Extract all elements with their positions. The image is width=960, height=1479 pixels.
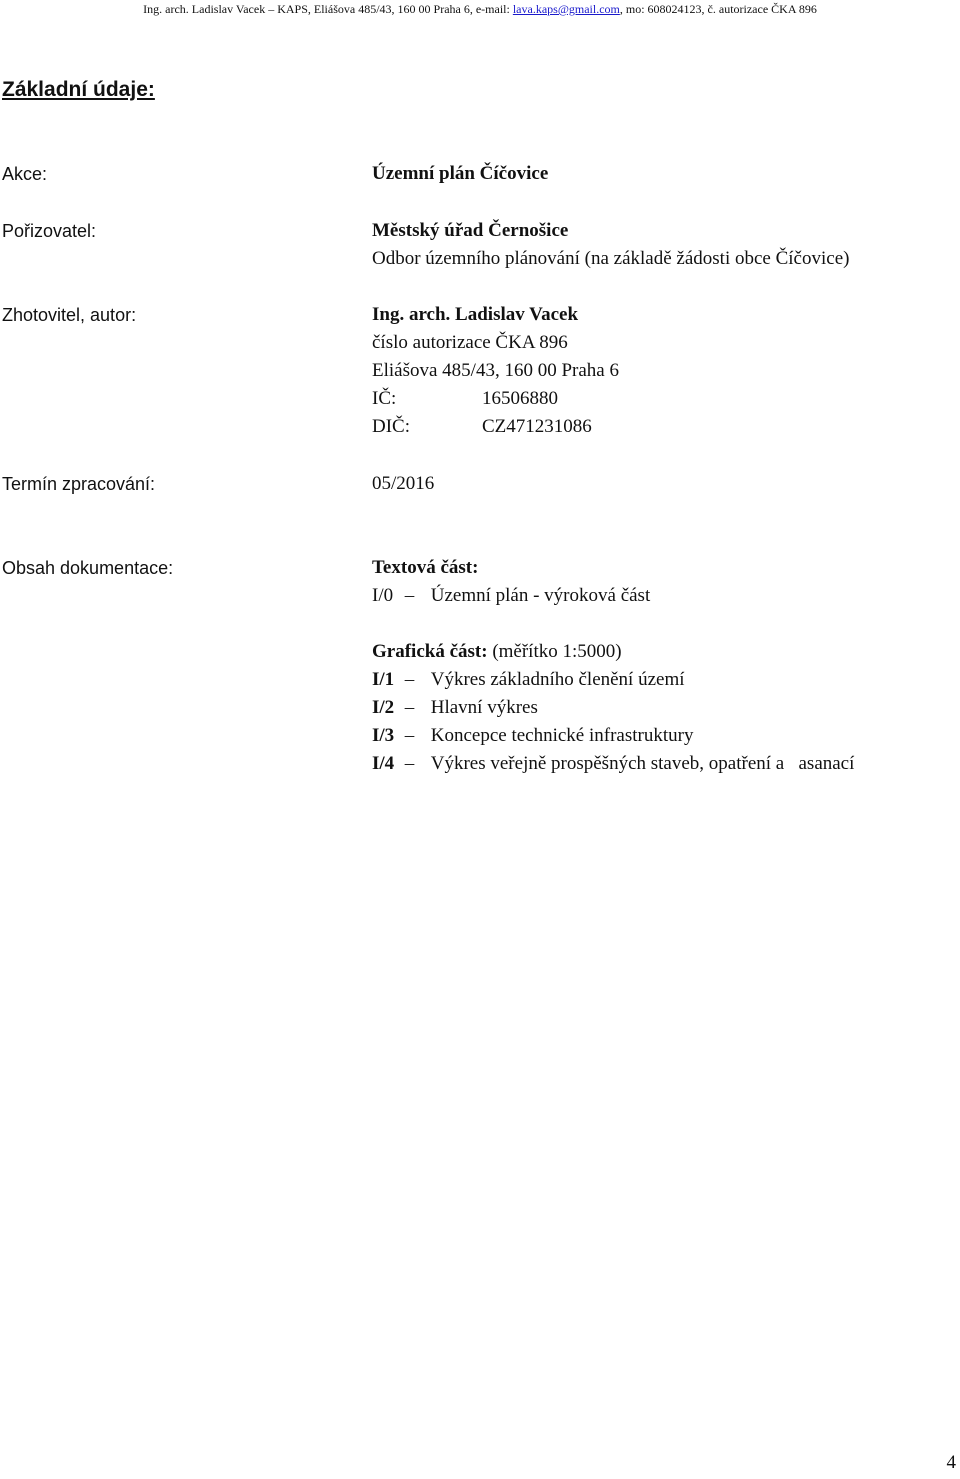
zhotovitel-autorizace: číslo autorizace ČKA 896 (372, 332, 568, 353)
porizovatel-name: Městský úřad Černošice (372, 220, 569, 241)
graficka-heading-line (372, 640, 622, 664)
item-code: I/0 (372, 585, 394, 606)
zhotovitel-ic (372, 387, 558, 411)
item-text: Výkres základního členění území (430, 669, 685, 690)
item-text: Územní plán - výroková část (430, 585, 651, 606)
ic-value: 16506880 (482, 388, 558, 409)
item-dash: – (404, 697, 415, 718)
page-number: 4 (946, 1452, 956, 1473)
zhotovitel-address: Eliášova 485/43, 160 00 Praha 6 (372, 360, 619, 381)
item-dash: – (404, 725, 415, 746)
item-text: Koncepce technické infrastruktury (430, 725, 694, 746)
porizovatel-detail: Odbor územního plánování (na základě žádosti obce Číčovice) (372, 248, 850, 269)
graficka-item (372, 724, 693, 748)
item-text: Výkres veřejně prospěšných staveb, opatření a asanací (430, 753, 855, 774)
header-text: Ing. arch. Ladislav Vacek – KAPS, Eliášova 485/43, 160 00 Praha 6, e-mail: (143, 2, 513, 16)
textova-item (372, 584, 650, 608)
item-dash: – (404, 753, 415, 774)
item-code: I/3 (372, 725, 395, 746)
section-title: Základní údaje: (2, 78, 155, 101)
graficka-scale: (měřítko 1:5000) (492, 641, 622, 662)
graficka-item (372, 752, 854, 776)
item-code: I/1 (372, 669, 395, 690)
termin-label: Termín zpracování: (2, 474, 156, 494)
akce-label: Akce: (2, 164, 48, 184)
graficka-heading: Grafická část: (372, 641, 488, 662)
ic-label: IČ: (372, 388, 397, 409)
page-header (0, 2, 960, 16)
item-dash: – (404, 585, 415, 606)
textova-heading: Textová část: (372, 557, 479, 578)
item-code: I/4 (372, 753, 395, 774)
graficka-item (372, 696, 538, 720)
zhotovitel-label: Zhotovitel, autor: (2, 305, 137, 325)
graficka-item (372, 668, 685, 692)
dic-value: CZ471231086 (482, 416, 592, 437)
zhotovitel-dic (372, 415, 592, 439)
termin-value: 05/2016 (372, 473, 435, 494)
obsah-label: Obsah dokumentace: (2, 558, 174, 578)
zhotovitel-name: Ing. arch. Ladislav Vacek (372, 304, 579, 325)
dic-label: DIČ: (372, 416, 410, 437)
item-code: I/2 (372, 697, 395, 718)
header-contact: , mo: 608024123, č. autorizace ČKA 896 (619, 2, 817, 16)
item-dash: – (404, 669, 415, 690)
porizovatel-label: Pořizovatel: (2, 221, 97, 241)
header-email-link[interactable]: lava.kaps@gmail.com (512, 2, 620, 16)
akce-value: Územní plán Číčovice (372, 163, 549, 184)
item-text: Hlavní výkres (430, 697, 538, 718)
